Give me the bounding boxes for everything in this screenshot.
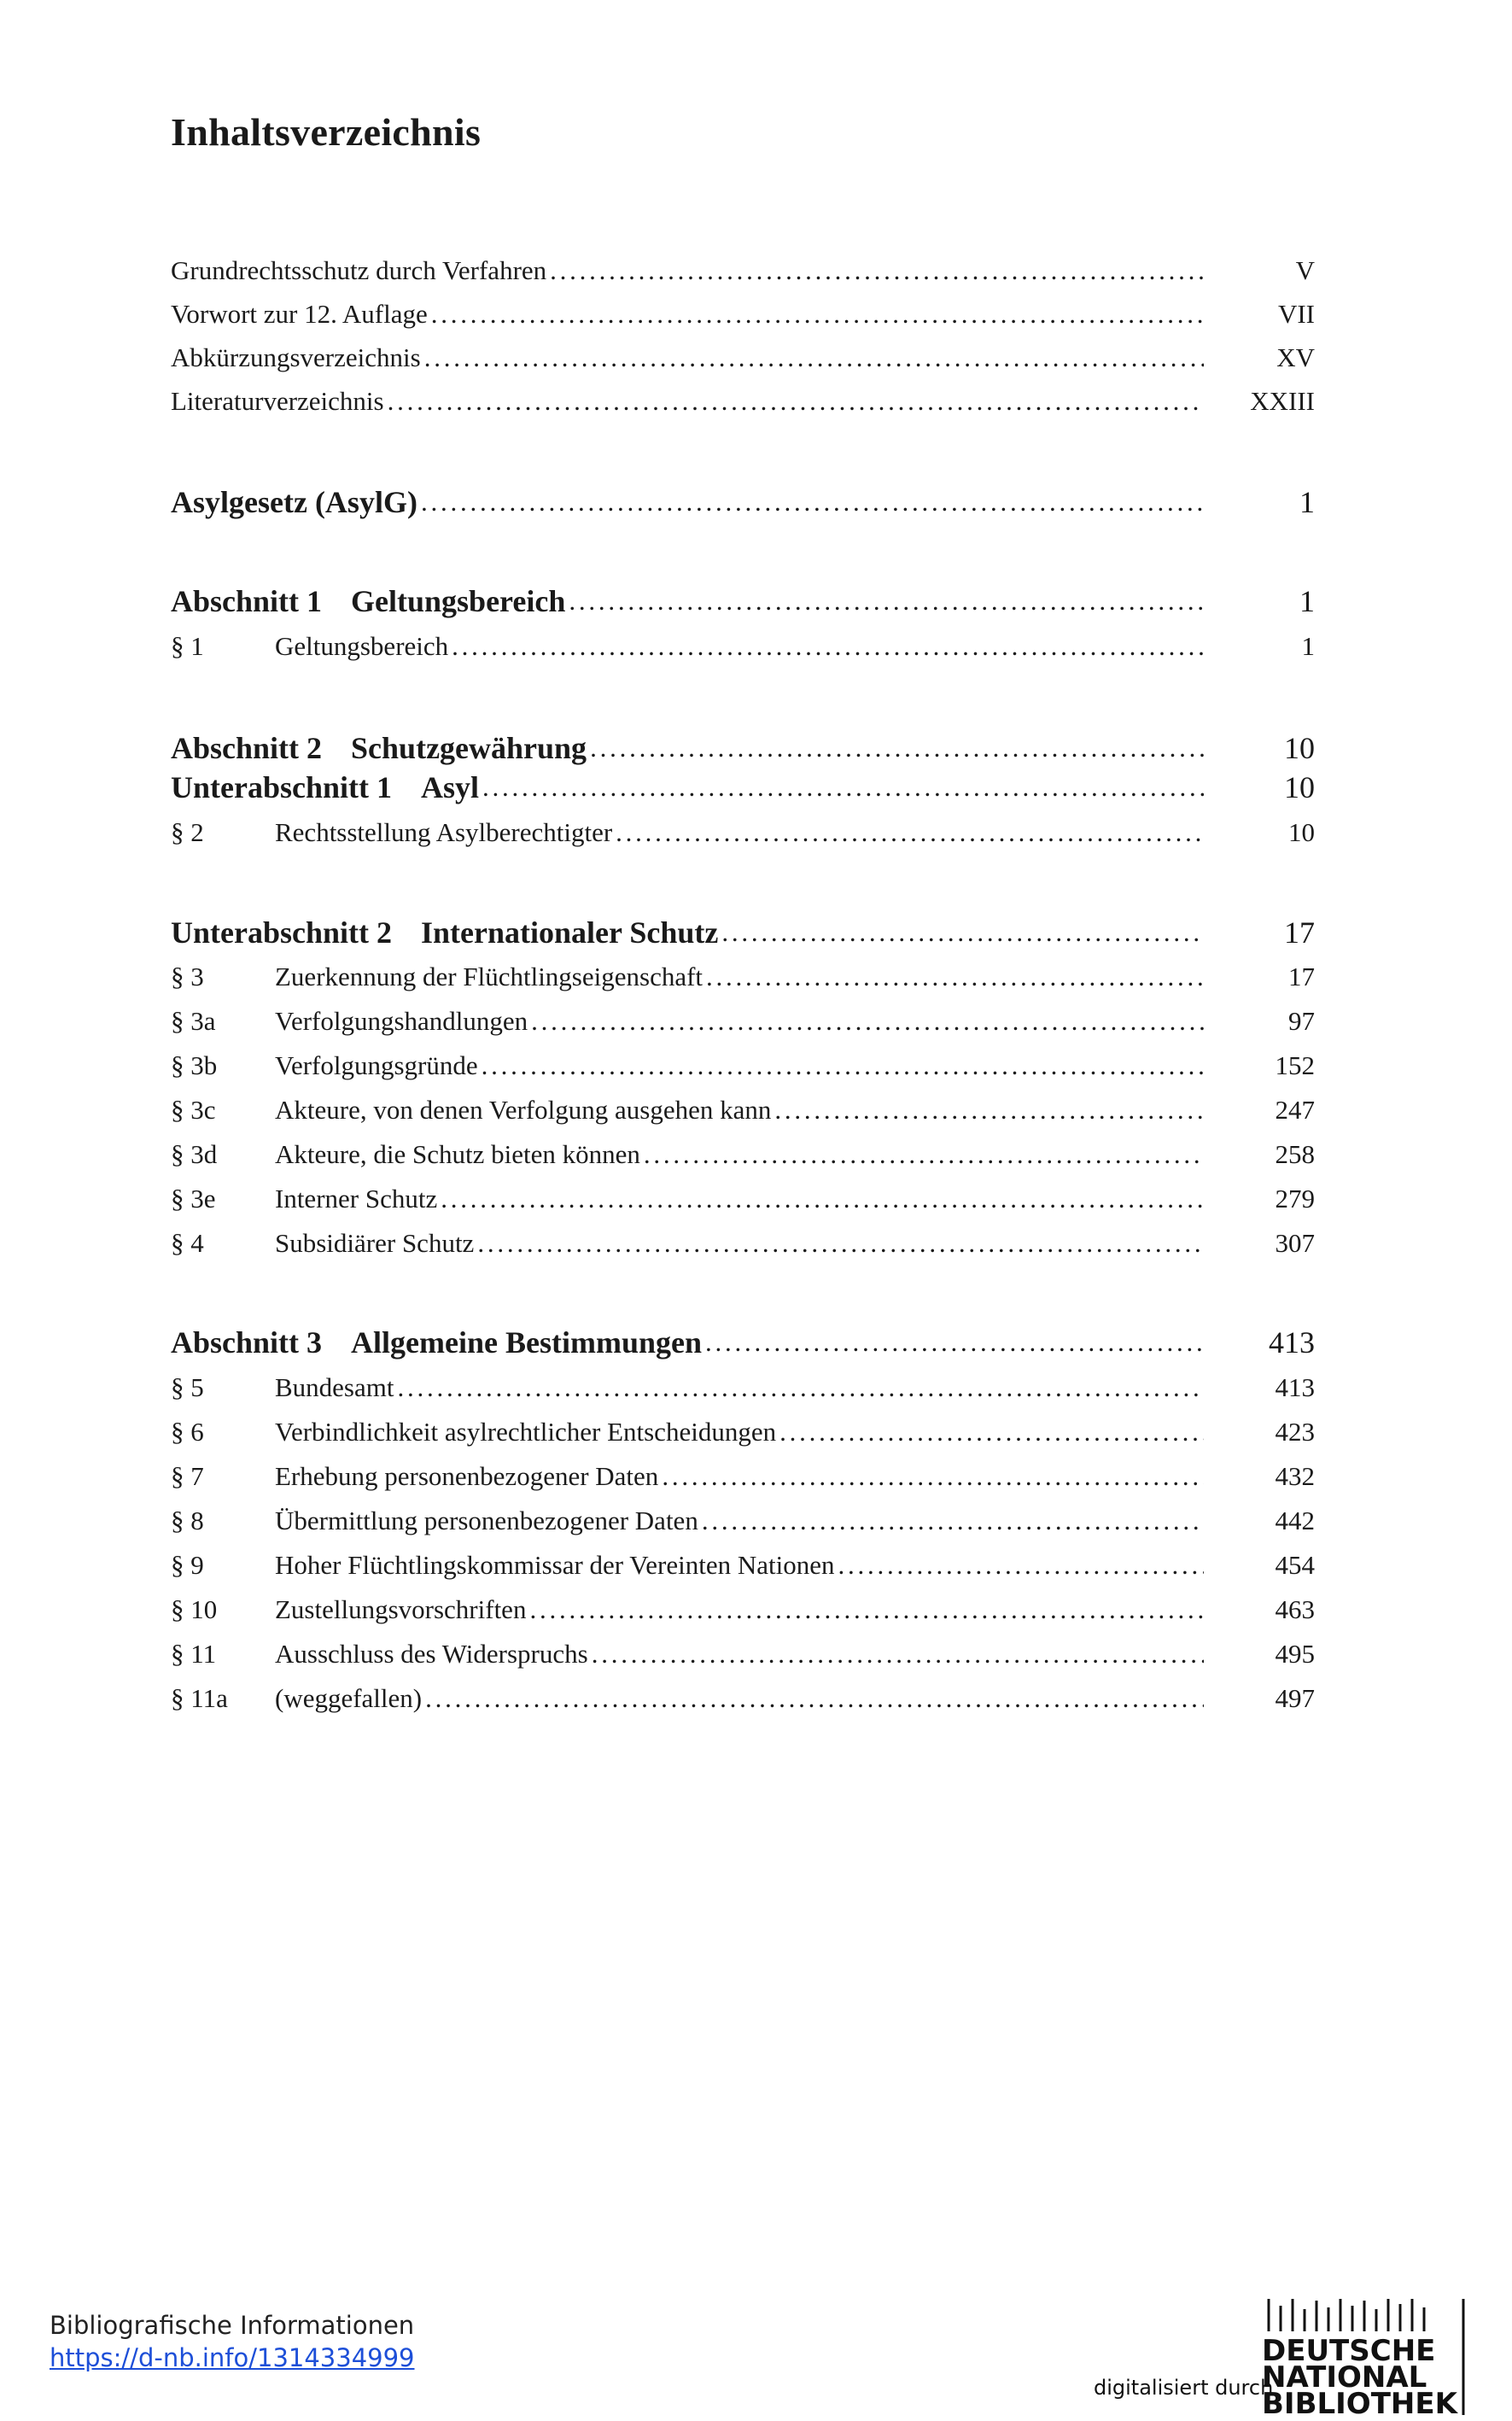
toc-entry-paragraph bbox=[171, 1405, 1315, 1449]
toc-entry-number: § 3b bbox=[171, 1050, 218, 1080]
toc-entry-label: Asylgesetz (AsylG) bbox=[171, 485, 417, 519]
toc-entry-label: Rechtsstellung Asylberechtigter bbox=[275, 817, 613, 847]
toc-entry-label: Zuerkennung der Flüchtlingseigenschaft bbox=[275, 962, 703, 991]
toc-entry-page: 17 bbox=[1284, 915, 1315, 950]
toc-entry-page: 454 bbox=[1275, 1550, 1315, 1580]
toc-entry-paragraph bbox=[171, 1582, 1315, 1627]
toc-entry-page: VII bbox=[1277, 299, 1315, 329]
toc-entry-page: 432 bbox=[1275, 1461, 1315, 1491]
toc-entry-label: Abkürzungsverzeichnis bbox=[171, 342, 421, 372]
toc-entry-page: 97 bbox=[1288, 1006, 1315, 1036]
toc-entry-label: Vorwort zur 12. Auflage bbox=[171, 299, 428, 329]
toc-entry-page: 307 bbox=[1275, 1228, 1315, 1258]
toc-entry-paragraph bbox=[171, 994, 1315, 1038]
toc-entry-page: 10 bbox=[1288, 817, 1315, 847]
toc-entry-label: Literaturverzeichnis bbox=[171, 386, 384, 416]
toc-entry-label: Subsidiärer Schutz bbox=[275, 1228, 475, 1258]
toc-entry-page: 423 bbox=[1275, 1417, 1315, 1447]
toc-entry-page: 279 bbox=[1275, 1184, 1315, 1213]
toc-entry-section-3 bbox=[171, 1315, 1315, 1360]
toc-entry-label: Akteure, die Schutz bieten können bbox=[275, 1139, 640, 1169]
toc-entry-number: § 2 bbox=[171, 817, 204, 847]
toc-entry-number: § 7 bbox=[171, 1461, 204, 1491]
toc-entry-label: Zustellungsvorschriften bbox=[275, 1594, 527, 1624]
toc-entry-front-4 bbox=[171, 374, 1315, 418]
toc-entry-page: 1 bbox=[1299, 485, 1315, 519]
toc-entry-number: § 3 bbox=[171, 962, 204, 991]
toc-entry-number: § 3a bbox=[171, 1006, 216, 1036]
toc-entry-number: Unterabschnitt 1 bbox=[171, 770, 392, 804]
bibliographic-info bbox=[50, 2309, 415, 2374]
digitized-by-label: digitalisiert durch bbox=[1094, 2376, 1274, 2400]
toc-entry-law-title bbox=[171, 475, 1315, 519]
toc-entry-label: Ausschluss des Widerspruchs bbox=[275, 1639, 588, 1669]
toc-entry-label: Akteure, von denen Verfolgung ausgehen kann bbox=[275, 1095, 772, 1125]
toc-entry-page: 497 bbox=[1275, 1683, 1315, 1713]
toc-entry-section-2 bbox=[171, 721, 1315, 765]
logo-line-1: DEUTSCHE bbox=[1262, 2334, 1436, 2368]
toc-entry-number: § 4 bbox=[171, 1228, 204, 1258]
toc-entry-page: 495 bbox=[1275, 1639, 1315, 1669]
toc-entry-paragraph bbox=[171, 1127, 1315, 1172]
dnb-logo bbox=[1262, 2297, 1467, 2417]
toc-entry-front-2 bbox=[171, 287, 1315, 331]
toc-entry-number: § 10 bbox=[171, 1594, 218, 1624]
toc-entry-subsection-1 bbox=[171, 760, 1315, 804]
toc-entry-number: § 11 bbox=[171, 1639, 217, 1669]
toc-entry-page: 258 bbox=[1275, 1139, 1315, 1169]
toc-entry-number: § 3c bbox=[171, 1095, 216, 1125]
toc-entry-page: 463 bbox=[1275, 1594, 1315, 1624]
toc-entry-label: Geltungsbereich bbox=[351, 584, 566, 618]
toc-entry-paragraph bbox=[171, 1538, 1315, 1582]
toc-entry-label: Schutzgewährung bbox=[351, 731, 587, 765]
toc-entry-page: 152 bbox=[1275, 1050, 1315, 1080]
toc-entry-number: § 9 bbox=[171, 1550, 204, 1580]
toc-entry-number: § 3d bbox=[171, 1139, 218, 1169]
page-title: Inhaltsverzeichnis bbox=[171, 110, 482, 154]
logo-line-3: BIBLIOTHEK bbox=[1262, 2387, 1457, 2417]
toc-entry-paragraph bbox=[171, 1360, 1315, 1405]
toc-entry-label: Grundrechtsschutz durch Verfahren bbox=[171, 255, 547, 285]
toc-entry-page: 413 bbox=[1275, 1372, 1315, 1402]
toc-entry-front-1 bbox=[171, 243, 1315, 288]
toc-entry-page: V bbox=[1295, 255, 1315, 285]
toc-entry-label: (weggefallen) bbox=[275, 1683, 423, 1713]
toc-entry-label: Hoher Flüchtlingskommissar der Vereinten Nationen bbox=[275, 1550, 835, 1580]
toc-entry-label: Verbindlichkeit asylrechtlicher Entscheidungen bbox=[275, 1417, 777, 1447]
toc-entry-label: Interner Schutz bbox=[275, 1184, 438, 1213]
toc-entry-number: § 11a bbox=[171, 1683, 228, 1713]
toc-entry-number: § 3e bbox=[171, 1184, 216, 1213]
toc-entry-page: XXIII bbox=[1250, 386, 1315, 416]
toc-entry-number: Abschnitt 1 bbox=[171, 584, 323, 618]
toc-entry-page: 10 bbox=[1284, 770, 1315, 804]
toc-entry-subsection-2 bbox=[171, 905, 1315, 950]
toc-entry-page: XV bbox=[1276, 342, 1315, 372]
toc-entry-section-1 bbox=[171, 574, 1315, 618]
toc-entry-label: Bundesamt bbox=[275, 1372, 394, 1402]
toc-entry-paragraph bbox=[171, 1671, 1315, 1716]
toc-entry-paragraph bbox=[171, 1172, 1315, 1216]
toc-entry-page: 17 bbox=[1288, 962, 1315, 991]
toc-entry-page: 10 bbox=[1284, 731, 1315, 765]
toc-entry-label: Erhebung personenbezogener Daten bbox=[275, 1461, 659, 1491]
toc-entry-label: Geltungsbereich bbox=[275, 631, 449, 661]
toc-entry-number: Abschnitt 2 bbox=[171, 731, 323, 765]
toc-entry-page: 247 bbox=[1275, 1095, 1315, 1125]
toc-entry-number: § 8 bbox=[171, 1506, 204, 1535]
toc-entry-paragraph bbox=[171, 1449, 1315, 1494]
toc-entry-label: Übermittlung personenbezogener Daten bbox=[275, 1506, 698, 1535]
toc-entry-paragraph bbox=[171, 1627, 1315, 1671]
toc-entry-label: Allgemeine Bestimmungen bbox=[351, 1325, 702, 1360]
toc-entry-number: § 1 bbox=[171, 631, 204, 661]
toc-entry-number: Unterabschnitt 2 bbox=[171, 915, 392, 950]
bibliographic-info-link[interactable]: https://d-nb.info/1314334999 bbox=[50, 2343, 415, 2372]
toc-entry-paragraph bbox=[171, 619, 1315, 664]
toc-entry-paragraph bbox=[171, 1494, 1315, 1538]
toc-entry-page: 1 bbox=[1299, 584, 1315, 618]
toc-entry-paragraph bbox=[171, 805, 1315, 850]
toc-entry-label: Verfolgungshandlungen bbox=[275, 1006, 528, 1036]
toc-entry-label: Asyl bbox=[421, 770, 480, 804]
toc-entry-number: § 6 bbox=[171, 1417, 204, 1447]
toc-entry-number: § 5 bbox=[171, 1372, 204, 1402]
logo-line-2: NATIONAL bbox=[1262, 2360, 1427, 2395]
toc-entry-page: 413 bbox=[1269, 1325, 1315, 1360]
toc-entry-paragraph bbox=[171, 950, 1315, 994]
toc-entry-paragraph bbox=[171, 1216, 1315, 1260]
toc-entry-page: 442 bbox=[1275, 1506, 1315, 1535]
toc-entry-label: Internationaler Schutz bbox=[421, 915, 719, 950]
toc-entry-page: 1 bbox=[1301, 631, 1315, 661]
toc-entry-paragraph bbox=[171, 1038, 1315, 1083]
bibliographic-info-label: Bibliografische Informationen bbox=[50, 2311, 415, 2340]
toc-entry-paragraph bbox=[171, 1083, 1315, 1127]
toc-entry-number: Abschnitt 3 bbox=[171, 1325, 323, 1360]
toc-entry-label: Verfolgungsgründe bbox=[275, 1050, 478, 1080]
toc-entry-front-3 bbox=[171, 330, 1315, 375]
